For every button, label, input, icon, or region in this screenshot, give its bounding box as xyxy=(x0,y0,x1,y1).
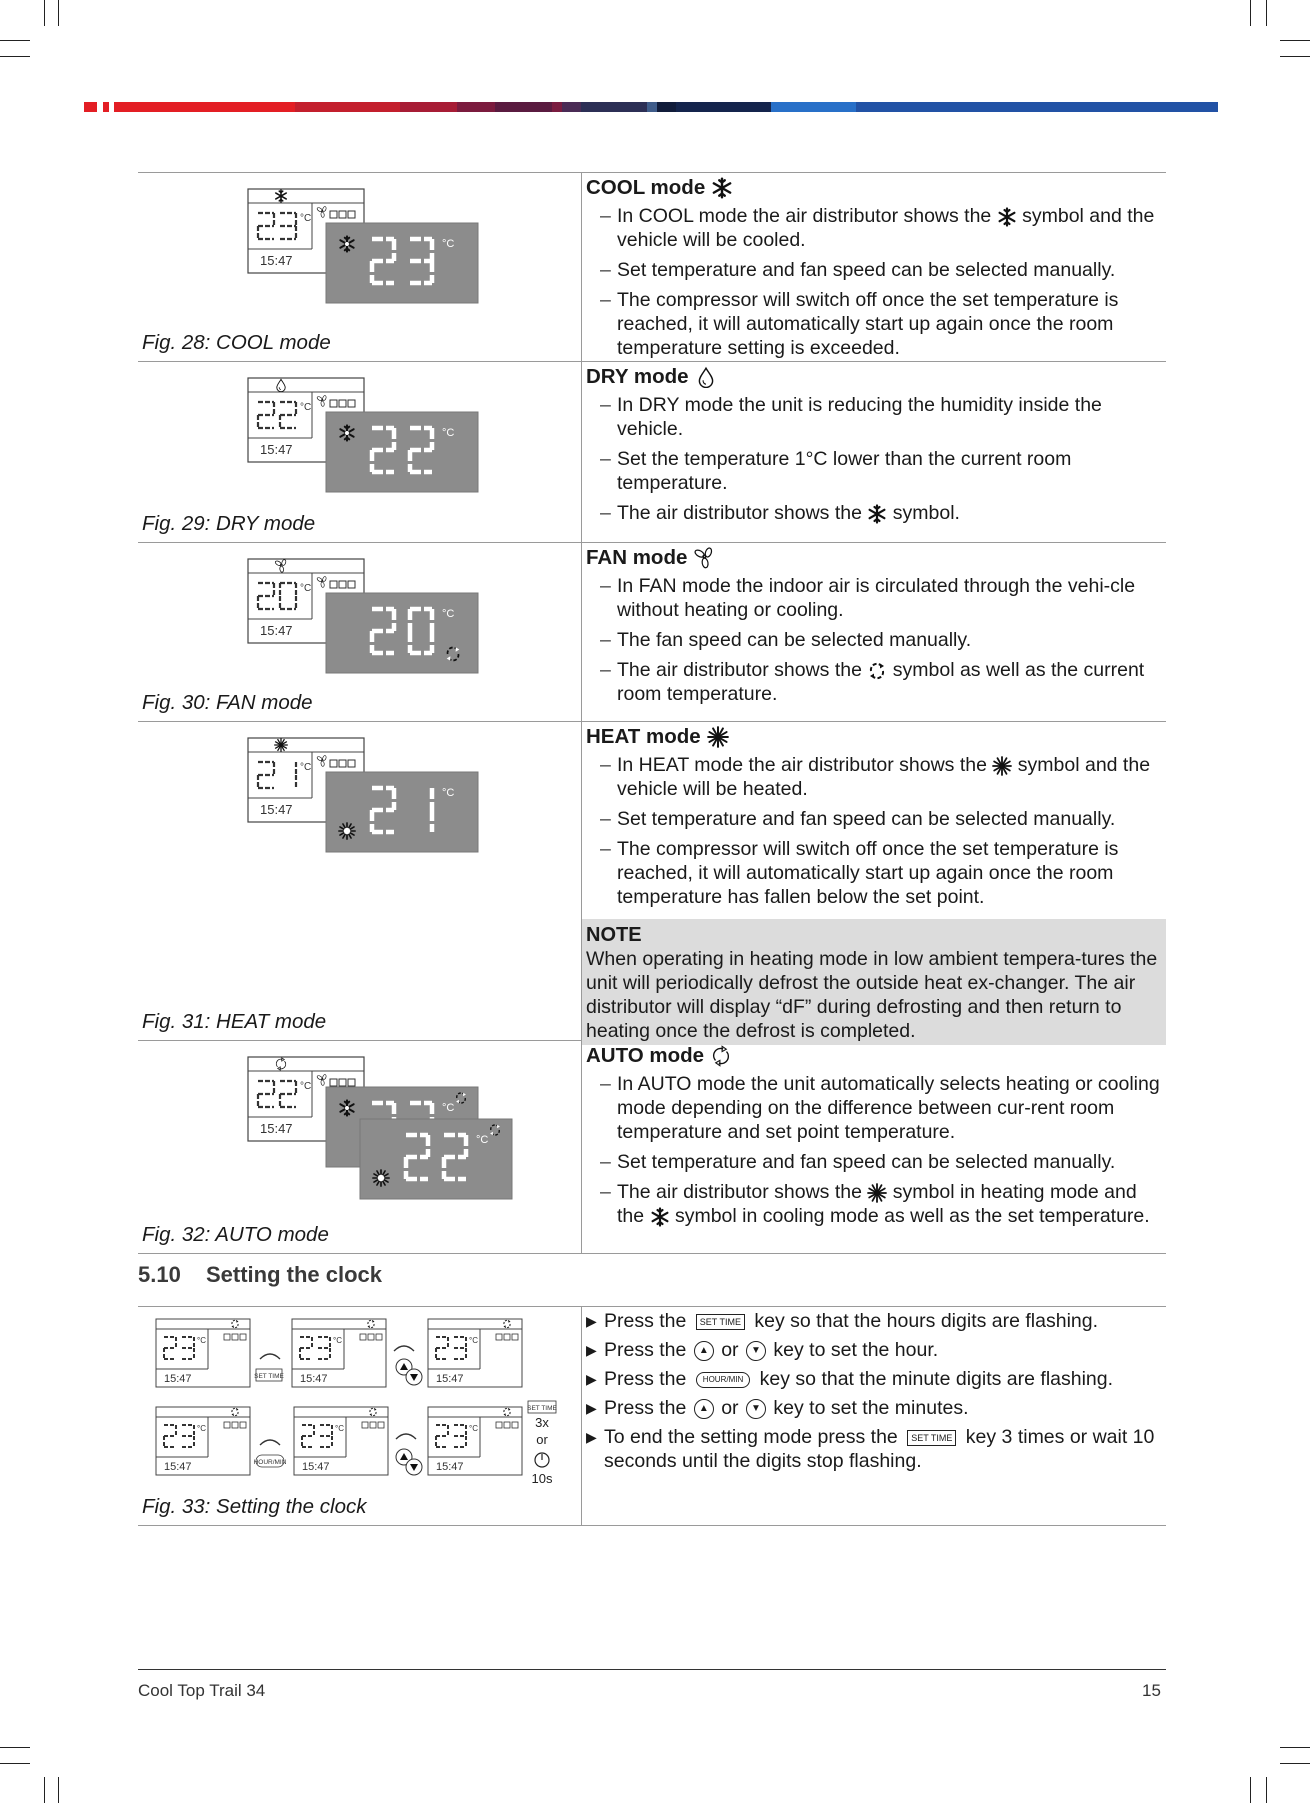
step-text: Press the xyxy=(604,1339,692,1361)
figure-caption: Fig. 28: COOL mode xyxy=(142,331,331,354)
down-key-icon: ▼ xyxy=(746,1341,766,1361)
bullet-item xyxy=(586,258,1166,282)
degree-unit: °C xyxy=(442,1102,455,1114)
color-band-segment xyxy=(400,102,457,112)
step-arrow xyxy=(260,1440,280,1445)
bullet-item xyxy=(586,658,1166,706)
color-band-segment xyxy=(562,102,581,112)
snowflake-icon xyxy=(711,177,733,199)
hour-min-key-icon: HOUR/MIN xyxy=(696,1372,750,1388)
step-text: Press the xyxy=(604,1368,692,1390)
degree-unit: °C xyxy=(442,427,455,439)
set-time-key-icon: SET TIME xyxy=(696,1314,745,1330)
bullet-text: symbol in heating mode and the xyxy=(617,1181,1137,1227)
bullet-text: symbol. xyxy=(887,502,960,524)
bullet-item xyxy=(586,447,1166,495)
section-number: 5.10 xyxy=(138,1262,181,1287)
mode-description-cell xyxy=(582,362,1166,542)
snowflake-icon xyxy=(650,1207,670,1227)
degree-unit: °C xyxy=(300,402,312,413)
bullet-text: The air distributor shows the xyxy=(617,1181,868,1203)
instruction-step xyxy=(586,1309,1166,1333)
bullet-text: symbol as well as the current room temperature. xyxy=(617,659,1145,705)
clock-readout: 15:47 xyxy=(164,1373,192,1385)
bullet-text: The compressor will switch off once the set temperature is reached, it will automatically start up again once the room temperature setting is exceeded. xyxy=(617,289,1119,359)
or-label: or xyxy=(536,1432,548,1447)
crop-mark xyxy=(0,40,30,41)
degree-unit: °C xyxy=(197,1424,206,1433)
sun-icon xyxy=(707,726,729,748)
mode-description-cell xyxy=(582,543,1166,721)
color-band-segment xyxy=(771,102,857,112)
clock-step-display xyxy=(428,1407,522,1475)
bullet-item xyxy=(586,204,1166,252)
crop-mark xyxy=(0,56,30,57)
bullet-item xyxy=(586,1072,1166,1144)
degree-unit: °C xyxy=(335,1424,344,1433)
color-band-segment xyxy=(647,102,657,112)
bullet-text: In FAN mode the indoor air is circulated through the vehi-cle without heating or cooling. xyxy=(617,575,1136,621)
clock-readout: 15:47 xyxy=(436,1373,464,1385)
bullet-item xyxy=(586,807,1166,831)
bullet-text: symbol and the vehicle will be cooled. xyxy=(617,205,1155,251)
clock-figure xyxy=(138,1311,581,1491)
bullet-text: Set temperature and fan speed can be selected manually. xyxy=(617,259,1116,281)
mode-bullet-list xyxy=(586,1072,1166,1228)
clock-step-display xyxy=(428,1319,522,1387)
repeat-count: 3x xyxy=(535,1415,549,1430)
fan-icon xyxy=(693,547,715,569)
color-band-segment xyxy=(676,102,771,112)
crop-mark xyxy=(58,1777,59,1803)
degree-unit: °C xyxy=(300,762,312,773)
air-distributor-display xyxy=(326,593,478,673)
mode-bullet-list xyxy=(586,574,1166,706)
step-text: To end the setting mode press the xyxy=(604,1426,904,1448)
set-time-key-icon xyxy=(254,1369,284,1381)
instruction-step xyxy=(586,1425,1166,1473)
clock-readout: 15:47 xyxy=(260,802,293,817)
mode-row xyxy=(138,361,1166,542)
degree-unit: °C xyxy=(469,1424,478,1433)
up-key-icon: ▲ xyxy=(694,1341,714,1361)
degree-unit: °C xyxy=(442,608,455,620)
set-time-key-icon xyxy=(527,1401,557,1413)
crop-mark xyxy=(1280,40,1310,41)
instruction-step xyxy=(586,1396,1166,1420)
mode-title xyxy=(586,176,1166,200)
svg-text:SET TIME: SET TIME xyxy=(527,1405,557,1412)
clock-readout: 15:47 xyxy=(436,1461,464,1473)
color-band-segment xyxy=(84,102,97,112)
mode-description-cell xyxy=(582,173,1166,361)
clock-readout: 15:47 xyxy=(260,623,293,638)
mode-figure-cell xyxy=(138,1041,582,1253)
bullet-text: In AUTO mode the unit automatically selects heating or cooling mode depending on the difference between cur-rent room temperature and set point temperature. xyxy=(617,1073,1160,1143)
color-band-segment xyxy=(295,102,400,112)
clock-step-display xyxy=(156,1319,250,1387)
up-down-keys xyxy=(396,1359,422,1385)
down-key-icon: ▼ xyxy=(746,1399,766,1419)
mode-figure xyxy=(138,734,581,884)
bullet-text: In HEAT mode the air distributor shows the xyxy=(617,754,993,776)
step-text: key to set the hour. xyxy=(767,1339,939,1361)
mode-description-cell xyxy=(582,722,1166,1040)
step-text: or xyxy=(715,1397,744,1419)
set-time-key-icon: SET TIME xyxy=(907,1430,956,1446)
up-key-icon: ▲ xyxy=(694,1399,714,1419)
bullet-text: The air distributor shows the xyxy=(617,659,868,681)
section-heading xyxy=(138,1262,382,1288)
crop-mark xyxy=(0,1763,30,1764)
mode-bullet-list xyxy=(586,393,1166,525)
sun-icon xyxy=(867,1183,887,1203)
bullet-item xyxy=(586,837,1166,909)
bullet-item xyxy=(586,393,1166,441)
wait-duration: 10s xyxy=(531,1471,553,1486)
degree-unit: °C xyxy=(442,238,455,250)
mode-figure xyxy=(138,1053,581,1203)
step-text: key 3 times or wait 10 seconds until the digits stop flashing. xyxy=(604,1426,1155,1472)
degree-unit: °C xyxy=(197,1336,206,1345)
circulation-icon xyxy=(867,661,887,681)
instruction-step xyxy=(586,1338,1166,1362)
step-arrow xyxy=(396,1434,416,1439)
air-distributor-display xyxy=(326,412,478,492)
step-text: key so that the hours digits are flashing. xyxy=(748,1310,1099,1332)
crop-mark xyxy=(1250,1777,1251,1803)
color-band-segment xyxy=(495,102,552,112)
snowflake-icon xyxy=(997,207,1017,227)
instruction-step xyxy=(586,1367,1166,1391)
bullet-text: Set temperature and fan speed can be selected manually. xyxy=(617,1151,1116,1173)
hour-min-key-icon xyxy=(254,1455,287,1467)
clock-readout: 15:47 xyxy=(300,1373,328,1385)
svg-text:SET TIME: SET TIME xyxy=(254,1373,284,1380)
bullet-text: Set temperature and fan speed can be selected manually. xyxy=(617,808,1116,830)
clock-figure-cell xyxy=(138,1307,582,1525)
brand-color-band xyxy=(84,102,1218,112)
clock-step-display xyxy=(292,1319,386,1387)
crop-mark xyxy=(44,1777,45,1803)
page-number: 15 xyxy=(1142,1681,1161,1700)
figure-caption: Fig. 29: DRY mode xyxy=(142,512,316,535)
mode-title-text: HEAT mode xyxy=(586,725,701,748)
mode-figure-cell xyxy=(138,722,582,1040)
crop-mark xyxy=(58,0,59,26)
mode-figure-cell xyxy=(138,543,582,721)
footer-rule xyxy=(138,1669,1166,1670)
step-text: key so that the minute digits are flashing. xyxy=(754,1368,1114,1390)
degree-unit: °C xyxy=(333,1336,342,1345)
degree-unit: °C xyxy=(300,583,312,594)
bullet-text: The air distributor shows the xyxy=(617,502,868,524)
sun-icon xyxy=(992,756,1012,776)
bullet-item xyxy=(586,753,1166,801)
bullet-item xyxy=(586,1150,1166,1174)
color-band-segment xyxy=(114,102,295,112)
bullet-text: The fan speed can be selected manually. xyxy=(617,629,972,651)
bullet-item xyxy=(586,1180,1166,1228)
droplet-icon xyxy=(695,366,717,388)
mode-figure xyxy=(138,185,581,335)
bullet-text: The compressor will switch off once the set temperature is reached, it will automatically start up again once the room temperature has fallen below the set point. xyxy=(617,838,1119,908)
mode-title xyxy=(586,725,1166,749)
up-down-keys xyxy=(396,1449,422,1475)
mode-table xyxy=(138,172,1166,1254)
note-text: When operating in heating mode in low ambient tempera-tures the unit will periodically defrost the outside heat ex-changer. The air distributor will display “dF” during defrosting and then return to heating once the defrost is completed. xyxy=(586,948,1158,1042)
clock-readout: 15:47 xyxy=(164,1461,192,1473)
mode-figure-cell xyxy=(138,173,582,361)
mode-figure xyxy=(138,555,581,705)
bullet-text: Set the temperature 1°C lower than the current room temperature. xyxy=(617,448,1072,494)
clock-step-display xyxy=(156,1407,250,1475)
bullet-text: symbol in cooling mode as well as the set temperature. xyxy=(669,1205,1150,1227)
figure-caption: Fig. 31: HEAT mode xyxy=(142,1010,327,1033)
clock-step-display xyxy=(294,1407,388,1475)
mode-title-text: AUTO mode xyxy=(586,1044,705,1067)
mode-title xyxy=(586,365,1166,389)
mode-bullet-list xyxy=(586,204,1166,360)
clock-readout: 15:47 xyxy=(260,1121,293,1136)
figure-caption: Fig. 30: FAN mode xyxy=(142,691,313,714)
degree-unit: °C xyxy=(442,787,455,799)
clock-readout: 15:47 xyxy=(260,442,293,457)
crop-mark xyxy=(1266,1777,1267,1803)
crop-mark xyxy=(1280,1763,1310,1764)
mode-figure-cell xyxy=(138,362,582,542)
clock-steps-cell xyxy=(582,1307,1166,1525)
bullet-text: symbol and the vehicle will be heated. xyxy=(617,754,1151,800)
bullet-item xyxy=(586,288,1166,360)
step-text: or xyxy=(715,1339,744,1361)
mode-title-text: FAN mode xyxy=(586,546,688,569)
mode-figure xyxy=(138,374,581,524)
figure-caption: Fig. 32: AUTO mode xyxy=(142,1223,329,1246)
mode-title xyxy=(586,1044,1166,1068)
degree-unit: °C xyxy=(469,1336,478,1345)
bullet-text: In COOL mode the air distributor shows the xyxy=(617,205,997,227)
degree-unit: °C xyxy=(300,213,312,224)
mode-description-cell xyxy=(582,1041,1166,1253)
step-text: Press the xyxy=(604,1310,692,1332)
step-text: Press the xyxy=(604,1397,692,1419)
crop-mark xyxy=(1280,1747,1310,1748)
clock-readout: 15:47 xyxy=(260,253,293,268)
step-arrow xyxy=(394,1346,414,1351)
mode-row xyxy=(138,542,1166,721)
mode-row xyxy=(138,1040,1166,1254)
crop-mark xyxy=(1266,0,1267,26)
degree-unit: °C xyxy=(476,1134,489,1146)
note-box xyxy=(582,919,1166,1045)
crop-mark xyxy=(1250,0,1251,26)
crop-mark xyxy=(44,0,45,26)
degree-unit: °C xyxy=(300,1081,312,1092)
crop-mark xyxy=(0,1747,30,1748)
figure-caption: Fig. 33: Setting the clock xyxy=(142,1495,367,1518)
color-band-segment xyxy=(457,102,495,112)
snowflake-icon xyxy=(867,504,887,524)
crop-mark xyxy=(1280,56,1310,57)
color-band-segment xyxy=(581,102,648,112)
bullet-item xyxy=(586,501,1166,525)
air-distributor-display xyxy=(326,772,478,852)
mode-row xyxy=(138,721,1166,1040)
clock-table-row xyxy=(138,1306,1166,1526)
bullet-item xyxy=(586,574,1166,622)
section-title: Setting the clock xyxy=(206,1262,383,1287)
bullet-text: In DRY mode the unit is reducing the humidity inside the vehicle. xyxy=(617,394,1102,440)
air-distributor-display xyxy=(326,223,478,303)
mode-title-text: DRY mode xyxy=(586,365,689,388)
mode-title-text: COOL mode xyxy=(586,176,706,199)
mode-title xyxy=(586,546,1166,570)
clock-steps-list xyxy=(586,1309,1166,1473)
mode-row xyxy=(138,172,1166,361)
bullet-item xyxy=(586,628,1166,652)
footer-product-name: Cool Top Trail 34 xyxy=(138,1681,266,1700)
auto-icon xyxy=(710,1045,732,1067)
color-band-segment xyxy=(552,102,562,112)
color-band-segment xyxy=(856,102,1218,112)
svg-text:HOUR/MIN: HOUR/MIN xyxy=(253,1459,287,1466)
clock-readout: 15:47 xyxy=(302,1461,330,1473)
note-title: NOTE xyxy=(586,924,642,946)
step-arrow xyxy=(260,1354,280,1359)
color-band-segment xyxy=(657,102,676,112)
step-text: key to set the minutes. xyxy=(767,1397,969,1419)
air-distributor-display-heat xyxy=(360,1119,512,1199)
mode-bullet-list xyxy=(586,753,1166,909)
